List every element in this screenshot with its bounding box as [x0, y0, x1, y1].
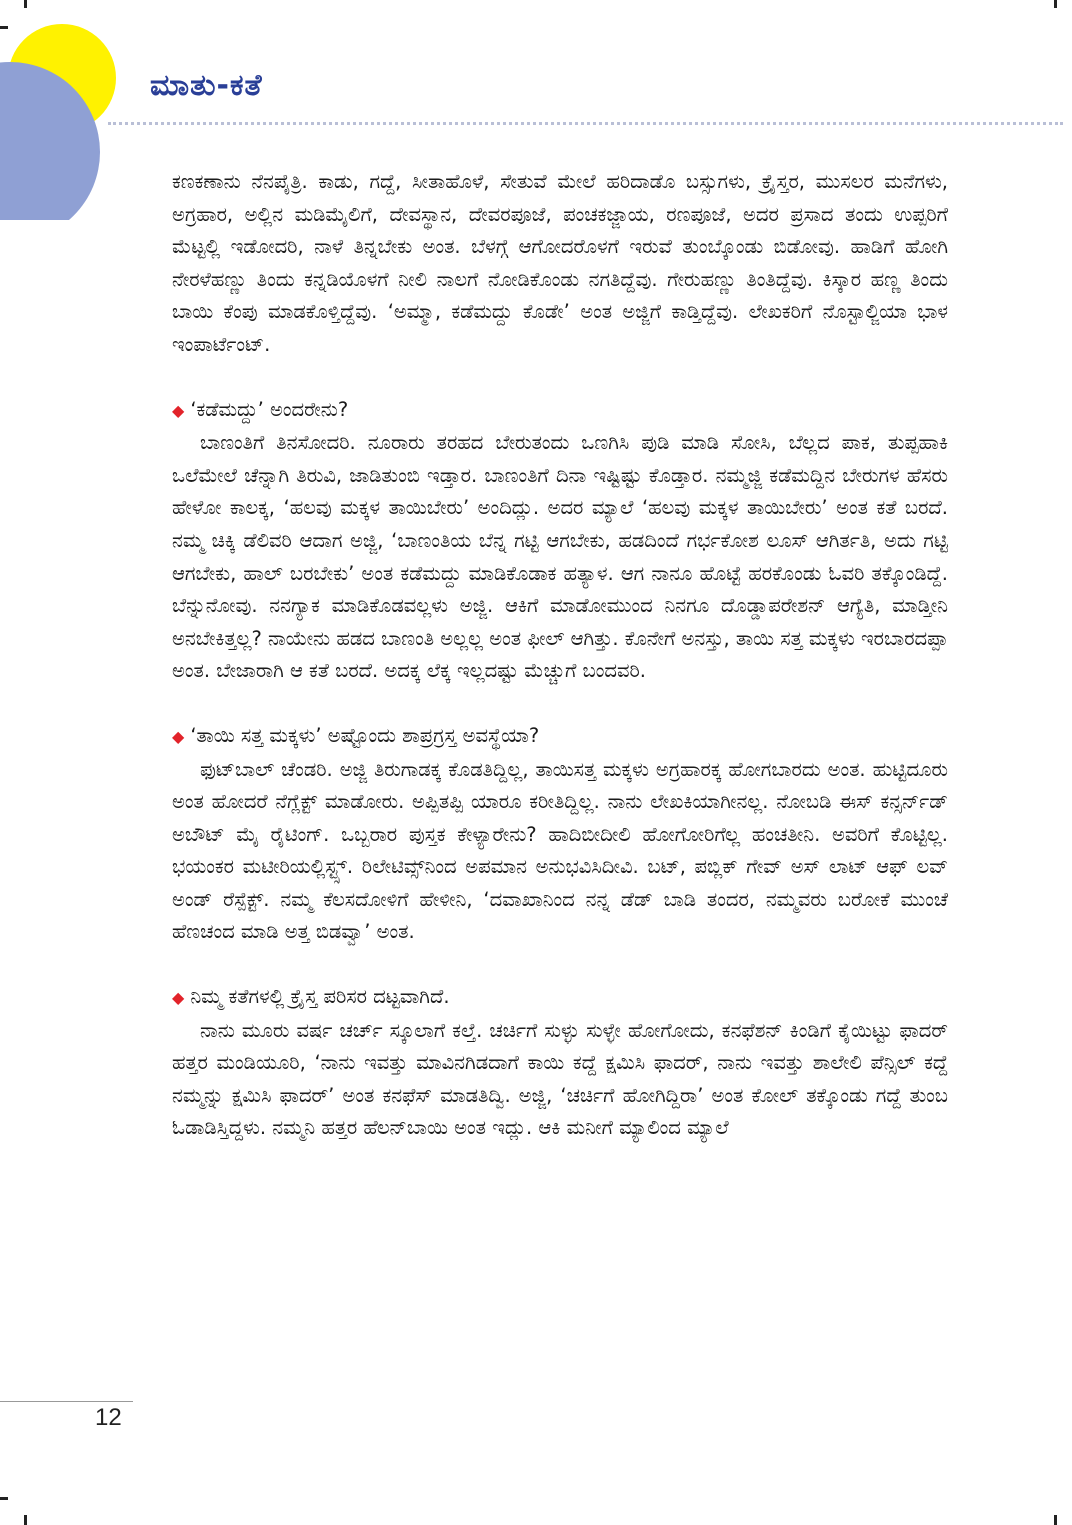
intro-paragraph: ಕಣಕಣಾನು ನೆನಪೈತ್ರಿ. ಕಾಡು, ಗದ್ದೆ, ಸೀತಾಹೊಳೆ, ಸೇತುವೆ ಮೇಲೆ ಹರಿದಾಡೊ ಬಸ್ಸುಗಳು, ಕ್ರೈಸ್ತರ, ಮುಸಲರ ಮನೆಗಳು, ಅಗ್ರಹಾರ, ಅಲ್ಲಿನ ಮಡಿಮೈಲಿಗೆ, ದೇವಸ್ಥಾನ, ದೇವರಪೂಜೆ, ಪಂಚಕಜ್ಜಾಯ, ರಣಪೂಜೆ, ಅದರ ಪ್ರಸಾದ ತಂದು ಉಪ್ಪರಿಗೆ ಮೆಟ್ಟಲ್ಲಿ ಇಡೋದರಿ, ನಾಳೆ ತಿನ್ನಬೇಕು ಅಂತ. ಬೆಳಗ್ಗೆ ಆಗೋದರೊಳಗೆ ಇರುವೆ ತುಂಬ್ಕೊಂಡು ಬಿಡೋವು. ಹಾಡಿಗೆ ಹೋಗಿ ನೇರಳೆಹಣ್ಣು ತಿಂದು ಕನ್ನಡಿಯೊಳಗೆ ನೀಲಿ ನಾಲಗೆ ನೋಡಿಕೊಂಡು ನಗತಿದ್ದೆವು. ಗೇರುಹಣ್ಣು ತಿಂತಿದ್ದೆವು. ಕಿಸ್ಕಾರ ಹಣ್ಣ ತಿಂದು ಬಾಯಿ ಕೆಂಪು ಮಾಡಕೊಳ್ತಿದ್ದೆವು. ‘ಅಮ್ಮಾ, ಕಡೆಮದ್ದು ಕೊಡೇ’ ಅಂತ ಅಜ್ಜಿಗೆ ಕಾಡ್ತಿದ್ದೆವು. ಲೇಖಕರಿಗೆ ನೊಸ್ಟಾಲ್ಜಿಯಾ ಭಾಳ ಇಂಪಾರ್ಟೆಂಟ್. [172, 170, 948, 356]
answer-1: ಬಾಣಂತಿಗೆ ತಿನಸೋದರಿ. ನೂರಾರು ತರಹದ ಬೇರುತಂದು ಒಣಗಿಸಿ ಪುಡಿ ಮಾಡಿ ಸೋಸಿ, ಬೆಲ್ಲದ ಪಾಕ, ತುಪ್ಪಹಾಕಿ ಒಲೆಮೇಲೆ ಚೆನ್ನಾಗಿ ತಿರುವಿ, ಜಾಡಿತುಂಬಿ ಇಡ್ತಾರ. ಬಾಣಂತಿಗೆ ದಿನಾ ಇಷ್ಟಿಷ್ಟು ಕೊಡ್ತಾರ. ನಮ್ಮಜ್ಜಿ ಕಡೆಮದ್ದಿನ ಬೇರುಗಳ ಹೆಸರು ಹೇಳೋ ಕಾಲಕ್ಕ, ‘ಹಲವು ಮಕ್ಕಳ ತಾಯಿಬೇರು’ ಅಂದಿದ್ಲು. ಅದರ ಮ್ಯಾಲೆ ‘ಹಲವು ಮಕ್ಕಳ ತಾಯಿಬೇರು’ ಅಂತ ಕತೆ ಬರದೆ. ನಮ್ಮ ಚಿಕ್ಕಿ ಡೆಲಿವರಿ ಆದಾಗ ಅಜ್ಜಿ, ‘ಬಾಣಂತಿಯ ಬೆನ್ನ ಗಟ್ಟಿ ಆಗಬೇಕು, ಹಡದಿಂದೆ ಗರ್ಭಕೋಶ ಲೂಸ್ ಆಗಿರ್ತತಿ, ಅದು ಗಟ್ಟಿ ಆಗಬೇಕು, ಹಾಲ್ ಬರಬೇಕು’ ಅಂತ ಕಡೆಮದ್ದು ಮಾಡಿಕೊಡಾಕ ಹತ್ಯಾಳ. ಆಗ ನಾನೂ ಹೊಟ್ಟೆ ಹರಕೊಂಡು ಓವರಿ ತಕ್ಕೊಂಡಿದ್ದೆ. ಬೆನ್ನುನೋವು. ನನಗ್ಯಾಕ ಮಾಡಿಕೊಡವಲ್ಲಳು ಅಜ್ಜಿ. ಆಕಿಗೆ ಮಾಡೋಮುಂದ ನಿನಗೂ ದೊಡ್ಡಾಪರೇಶನ್ ಆಗ್ಯೆತಿ, ಮಾಡ್ತೀನಿ ಅನಬೇಕಿತ್ತಲ್ಲ? ನಾಯೇನು ಹಡದ ಬಾಣಂತಿ ಅಲ್ಲಲ್ಲ ಅಂತ ಫೀಲ್ ಆಗಿತ್ತು. ಕೊನೇಗೆ ಅನಸ್ತು, ತಾಯಿ ಸತ್ತ ಮಕ್ಕಳು ಇರಬಾರದಪ್ಪಾ ಅಂತ. ಬೇಜಾರಾಗಿ ಆ ಕತೆ ಬರದೆ. ಅದಕ್ಕ ಲೆಕ್ಕ ಇಲ್ಲದಷ್ಟು ಮೆಚ್ಚುಗೆ ಬಂದವರಿ. [172, 431, 948, 683]
question-1 [172, 394, 948, 428]
dotted-divider [108, 122, 1063, 125]
header-decoration [0, 0, 200, 220]
crop-mark-bottom-right [1054, 1515, 1057, 1525]
question-text: ‘ಕಡೆಮದ್ದು’ ಅಂದರೇನು? [190, 397, 349, 421]
page-number: 12 [95, 1404, 122, 1431]
diamond-bullet-icon: ◆ [172, 726, 185, 746]
diamond-bullet-icon: ◆ [172, 988, 185, 1008]
section-title: ಮಾತು-ಕತೆ [150, 68, 263, 103]
question-3 [172, 981, 948, 1015]
article-body [172, 166, 948, 1145]
crop-mark-top-right [1054, 0, 1057, 8]
crop-mark-bottom-left [24, 1515, 27, 1525]
diamond-bullet-icon: ◆ [172, 400, 185, 420]
answer-3: ನಾನು ಮೂರು ವರ್ಷ ಚರ್ಚ್ ಸ್ಕೂಲಾಗೆ ಕಲ್ತೆ. ಚರ್ಚಿಗೆ ಸುಳ್ಳು ಸುಳ್ಳೇ ಹೋಗೋದು, ಕನಫೆಶನ್ ಕಿಂಡಿಗೆ ಕೈಯಿಟ್ಟು ಫಾದರ್ ಹತ್ತರ ಮಂಡಿಯೂರಿ, ‘ನಾನು ಇವತ್ತು ಮಾವಿನಗಿಡದಾಗೆ ಕಾಯಿ ಕದ್ದೆ ಕ್ಷಮಿಸಿ ಫಾದರ್, ನಾನು ಇವತ್ತು ಶಾಲೇಲಿ ಪೆನ್ಸಿಲ್ ಕದ್ದೆ ನಮ್ಮನ್ನು ಕ್ಷಮಿಸಿ ಫಾದರ್’ ಅಂತ ಕನಫೆಸ್ ಮಾಡತಿದ್ವಿ. ಅಜ್ಜಿ, ‘ಚರ್ಚಿಗೆ ಹೋಗಿದ್ದಿರಾ’ ಅಂತ ಕೋಲ್ ತಕ್ಕೊಂಡು ಗದ್ದೆ ತುಂಬ ಓಡಾಡಿಸ್ತಿದ್ದಳು. ನಮ್ಮನಿ ಹತ್ತರ ಹೆಲನ್‌ಬಾಯಿ ಅಂತ ಇದ್ಲು. ಆಕಿ ಮನೀಗೆ ಮ್ಯಾಲಿಂದ ಮ್ಯಾಲೆ [172, 1018, 948, 1140]
question-text: ‘ತಾಯಿ ಸತ್ತ ಮಕ್ಕಳು’ ಅಷ್ಟೊಂದು ಶಾಪ್ರಗ್ರಸ್ತ ಅವಸ್ಥೆಯಾ? [190, 723, 540, 747]
crop-mark-left-bottom [0, 1497, 8, 1500]
footer-rule [0, 1401, 133, 1402]
question-2 [172, 720, 948, 754]
answer-2: ಫುಟ್‌ಬಾಲ್ ಚೆಂಡರಿ. ಅಜ್ಜಿ ತಿರುಗಾಡಕ್ಕ ಕೊಡತಿದ್ದಿಲ್ಲ, ತಾಯಿಸತ್ತ ಮಕ್ಕಳು ಅಗ್ರಹಾರಕ್ಕ ಹೋಗಬಾರದು ಅಂತ. ಹುಟ್ಟಿದೂರು ಅಂತ ಹೋದರೆ ನೆಗ್ಲೆಕ್ಟ್ ಮಾಡೋರು. ಅಪ್ಪಿತಪ್ಪಿ ಯಾರೂ ಕರೀತಿದ್ದಿಲ್ಲ. ನಾನು ಲೇಖಕಿಯಾಗೀನಲ್ಲ. ನೋಬಡಿ ಈಸ್ ಕನ್ಸರ್ನ್‌ಡ್ ಅಬೌಟ್ ಮೈ ರೈಟಿಂಗ್. ಒಬ್ಬರಾರ ಪುಸ್ತಕ ಕೇಳ್ಯಾರೇನು? ಹಾದಿಬೀದೀಲಿ ಹೋಗೋರಿಗೆಲ್ಲ ಹಂಚತೀನಿ. ಅವರಿಗೆ ಕೊಟ್ಟಿಲ್ಲ. ಭಯಂಕರ ಮಟೀರಿಯಲ್ಲಿಸ್ಟ್ಸ್. ರಿಲೇಟಿವ್ಸ್‌ನಿಂದ ಅಪಮಾನ ಅನುಭವಿಸಿದೀವಿ. ಬಟ್, ಪಬ್ಲಿಕ್ ಗೇವ್ ಅಸ್ ಲಾಟ್ ಆಫ್ ಲವ್ ಅಂಡ್ ರೆಸ್ಪೆಕ್ಟ್. ನಮ್ಮ ಕೆಲಸದೋಳಿಗೆ ಹೇಳೀನಿ, ‘ದವಾಖಾನಿಂದ ನನ್ನ ಡೆಡ್ ಬಾಡಿ ತಂದರ, ನಮ್ಮವರು ಬರೋಕೆ ಮುಂಚೆ ಹೆಣಚಂದ ಮಾಡಿ ಅತ್ತ ಬಿಡವ್ವಾ’ ಅಂತ. [172, 757, 948, 944]
question-text: ನಿಮ್ಮ ಕತೆಗಳಲ್ಲಿ ಕ್ರೈಸ್ತ ಪರಿಸರ ದಟ್ಟವಾಗಿದೆ. [190, 985, 450, 1009]
